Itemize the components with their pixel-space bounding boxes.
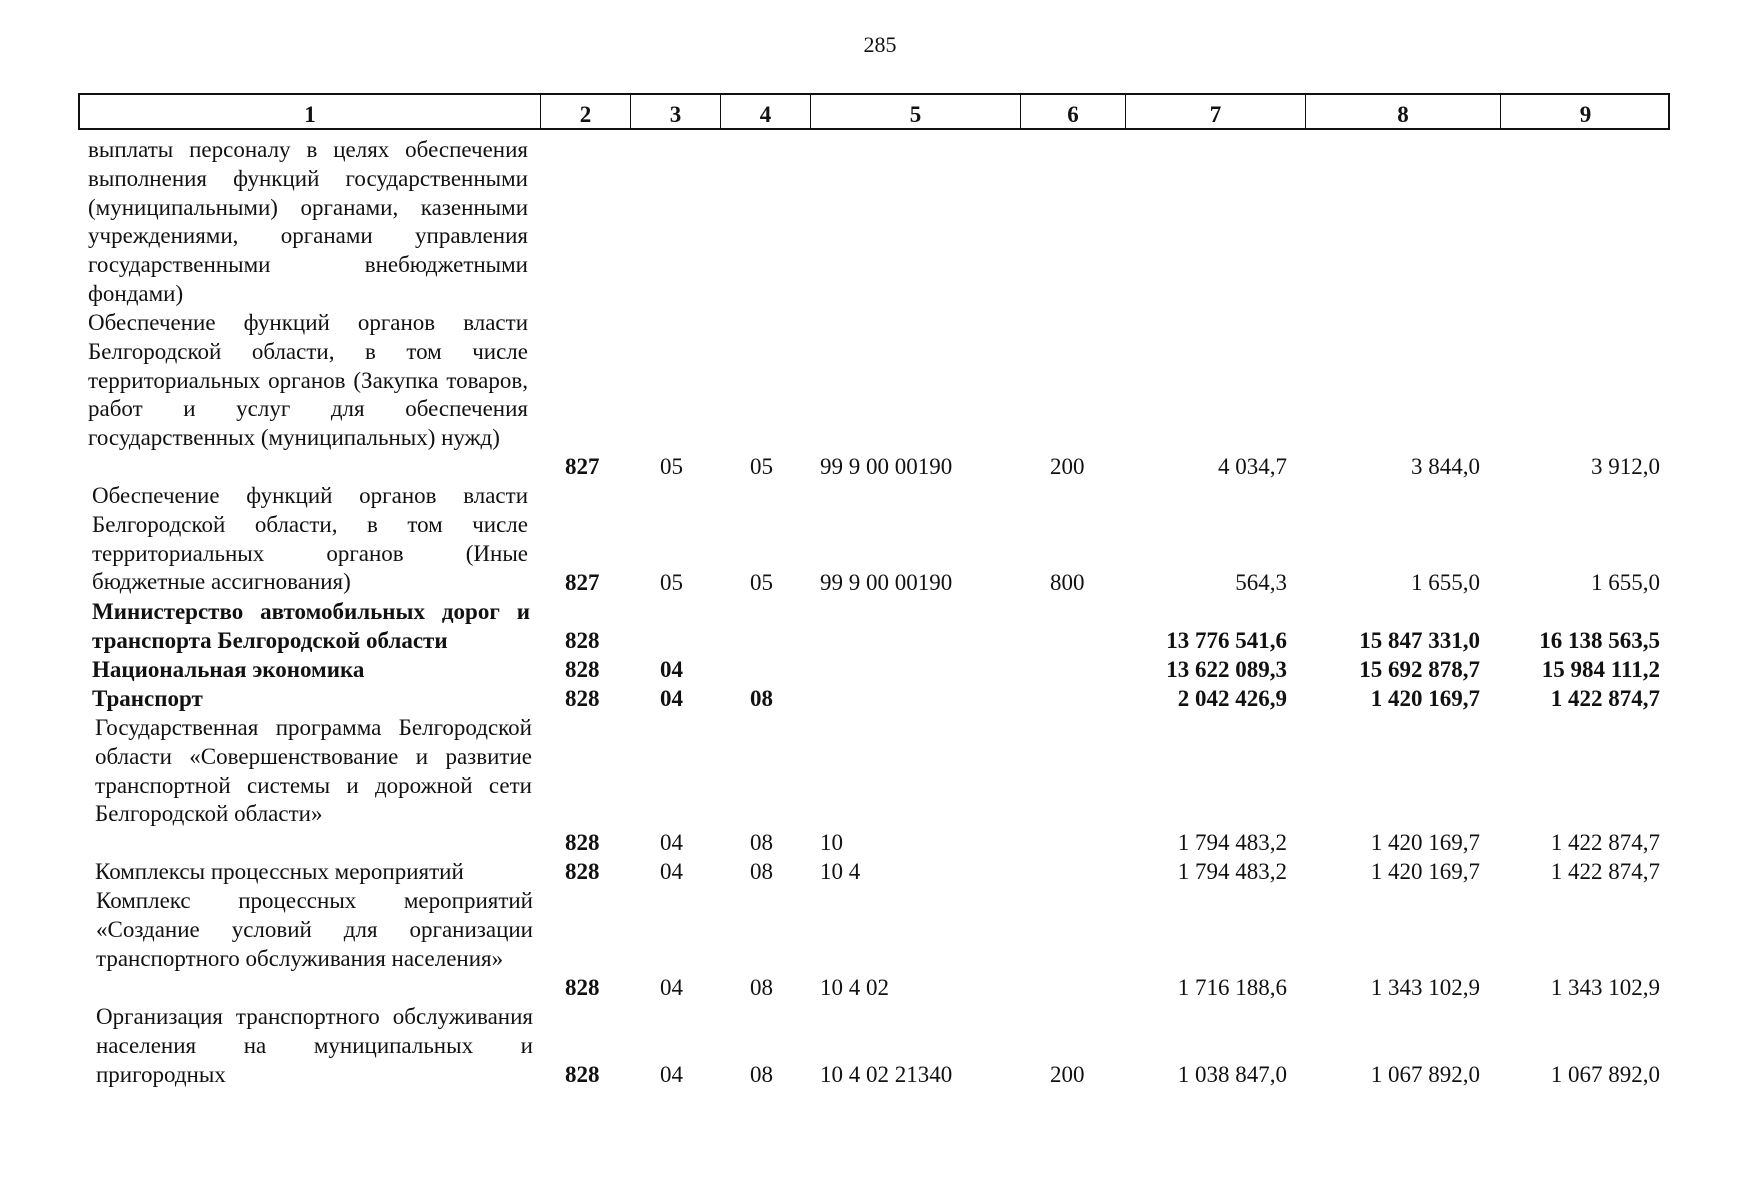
row-name: Государственная программа Белгородской области «Совершенствование и развитие транспортной системы и дорожной сети Белгородской области» [95,715,532,827]
table-row [0,136,1760,309]
table-row [0,482,1760,598]
row-section: 05 [660,454,683,480]
row-name: Министерство автомобильных дорог и транспорта Белгородской области [92,599,530,653]
row-value-col7: 2 042 426,9 [1177,686,1287,712]
row-target-article: 10 4 02 21340 [820,1062,953,1088]
row-value-col8: 3 844,0 [1411,454,1480,480]
row-value-col7: 1 794 483,2 [1177,830,1287,856]
table-row [0,656,1760,685]
row-value-col8: 1 420 169,7 [1370,830,1480,856]
row-subsection: 08 [750,830,773,856]
row-admin-code: 828 [565,686,600,712]
table-row [0,598,1760,656]
table-row [0,685,1760,714]
row-value-col8: 15 692 878,7 [1359,657,1480,683]
table-row [0,714,1760,858]
row-target-article: 10 4 [820,859,861,885]
row-admin-code: 828 [565,657,600,683]
row-name: выплаты персоналу в целях обеспечения выполнения функций государственными (муниципальными) органами, казенными учреждениями, органами управления государственными внебюджетными фондами) [88,137,528,306]
row-value-col9: 1 422 874,7 [1550,859,1660,885]
row-name: Национальная экономика [92,657,365,682]
row-admin-code: 828 [565,830,600,856]
row-value-col7: 1 038 847,0 [1177,1062,1287,1088]
row-value-col9: 1 343 102,9 [1550,975,1660,1001]
table-body [0,136,1760,1096]
row-section: 04 [660,1062,683,1088]
row-value-col7: 564,3 [1235,570,1287,596]
row-section: 04 [660,686,683,712]
row-name: Комплекс процессных мероприятий «Создание условий для организации транспортного обслуживания населения» [96,888,533,971]
header-col-1: 1 [304,102,316,127]
row-subsection: 08 [750,975,773,1001]
row-value-col7: 4 034,7 [1218,454,1287,480]
row-target-article: 99 9 00 00190 [820,570,953,596]
row-name: Организация транспортного обслуживания населения на муниципальных и пригородных [96,1004,533,1087]
row-value-col8: 1 420 169,7 [1370,686,1480,712]
header-col-7: 7 [1125,95,1305,130]
row-section: 04 [660,975,683,1001]
row-admin-code: 828 [565,1062,600,1088]
row-value-col8: 1 420 169,7 [1370,859,1480,885]
row-value-col9: 1 067 892,0 [1550,1062,1660,1088]
row-name: Транспорт [92,686,203,711]
row-name: Обеспечение функций органов власти Белгородской области, в том числе территориальных органов (Закупка товаров, работ и услуг для обеспечения государственных (муниципальных) нужд) [88,310,528,451]
row-target-article: 10 4 02 [820,975,889,1001]
row-value-col8: 1 655,0 [1411,570,1480,596]
table-row [0,309,1760,482]
row-expense-type: 800 [1050,570,1085,596]
row-value-col9: 16 138 563,5 [1539,628,1660,654]
row-subsection: 05 [750,454,773,480]
row-value-col9: 1 422 874,7 [1550,830,1660,856]
header-col-5: 5 [810,95,1020,130]
row-target-article: 99 9 00 00190 [820,454,953,480]
row-value-col9: 1 422 874,7 [1550,686,1660,712]
header-col-9: 9 [1500,95,1670,130]
row-section: 05 [660,570,683,596]
row-subsection: 08 [750,1062,773,1088]
row-section: 04 [660,859,683,885]
table-row [0,887,1760,1003]
row-admin-code: 827 [565,570,600,596]
row-section: 04 [660,830,683,856]
row-admin-code: 828 [565,628,600,654]
header-col-4: 4 [720,95,810,130]
header-col-2: 2 [540,95,630,130]
row-value-col8: 1 067 892,0 [1370,1062,1480,1088]
row-subsection: 08 [750,859,773,885]
row-section: 04 [660,657,683,683]
header-col-8: 8 [1305,95,1500,130]
row-subsection: 08 [750,686,773,712]
row-target-article: 10 [820,830,843,856]
row-value-col7: 13 622 089,3 [1166,657,1287,683]
table-header [78,93,1670,130]
row-value-col9: 15 984 111,2 [1541,657,1660,683]
row-name: Обеспечение функций органов власти Белгородской области, в том числе территориальных органов (Иные бюджетные ассигнования) [92,483,528,595]
row-expense-type: 200 [1050,1062,1085,1088]
row-admin-code: 828 [565,975,600,1001]
row-expense-type: 200 [1050,454,1085,480]
header-col-3: 3 [630,95,720,130]
row-value-col9: 3 912,0 [1591,454,1660,480]
row-subsection: 05 [750,570,773,596]
row-value-col8: 15 847 331,0 [1359,628,1480,654]
row-value-col9: 1 655,0 [1591,570,1660,596]
table-row [0,858,1760,887]
row-value-col8: 1 343 102,9 [1370,975,1480,1001]
row-admin-code: 828 [565,859,600,885]
row-name: Комплексы процессных мероприятий [95,859,464,884]
row-value-col7: 1 794 483,2 [1177,859,1287,885]
row-value-col7: 1 716 188,6 [1177,975,1287,1001]
table-row [0,1003,1760,1090]
row-admin-code: 827 [565,454,600,480]
header-col-6: 6 [1020,95,1125,130]
row-value-col7: 13 776 541,6 [1166,628,1287,654]
page-number: 285 [863,32,897,57]
